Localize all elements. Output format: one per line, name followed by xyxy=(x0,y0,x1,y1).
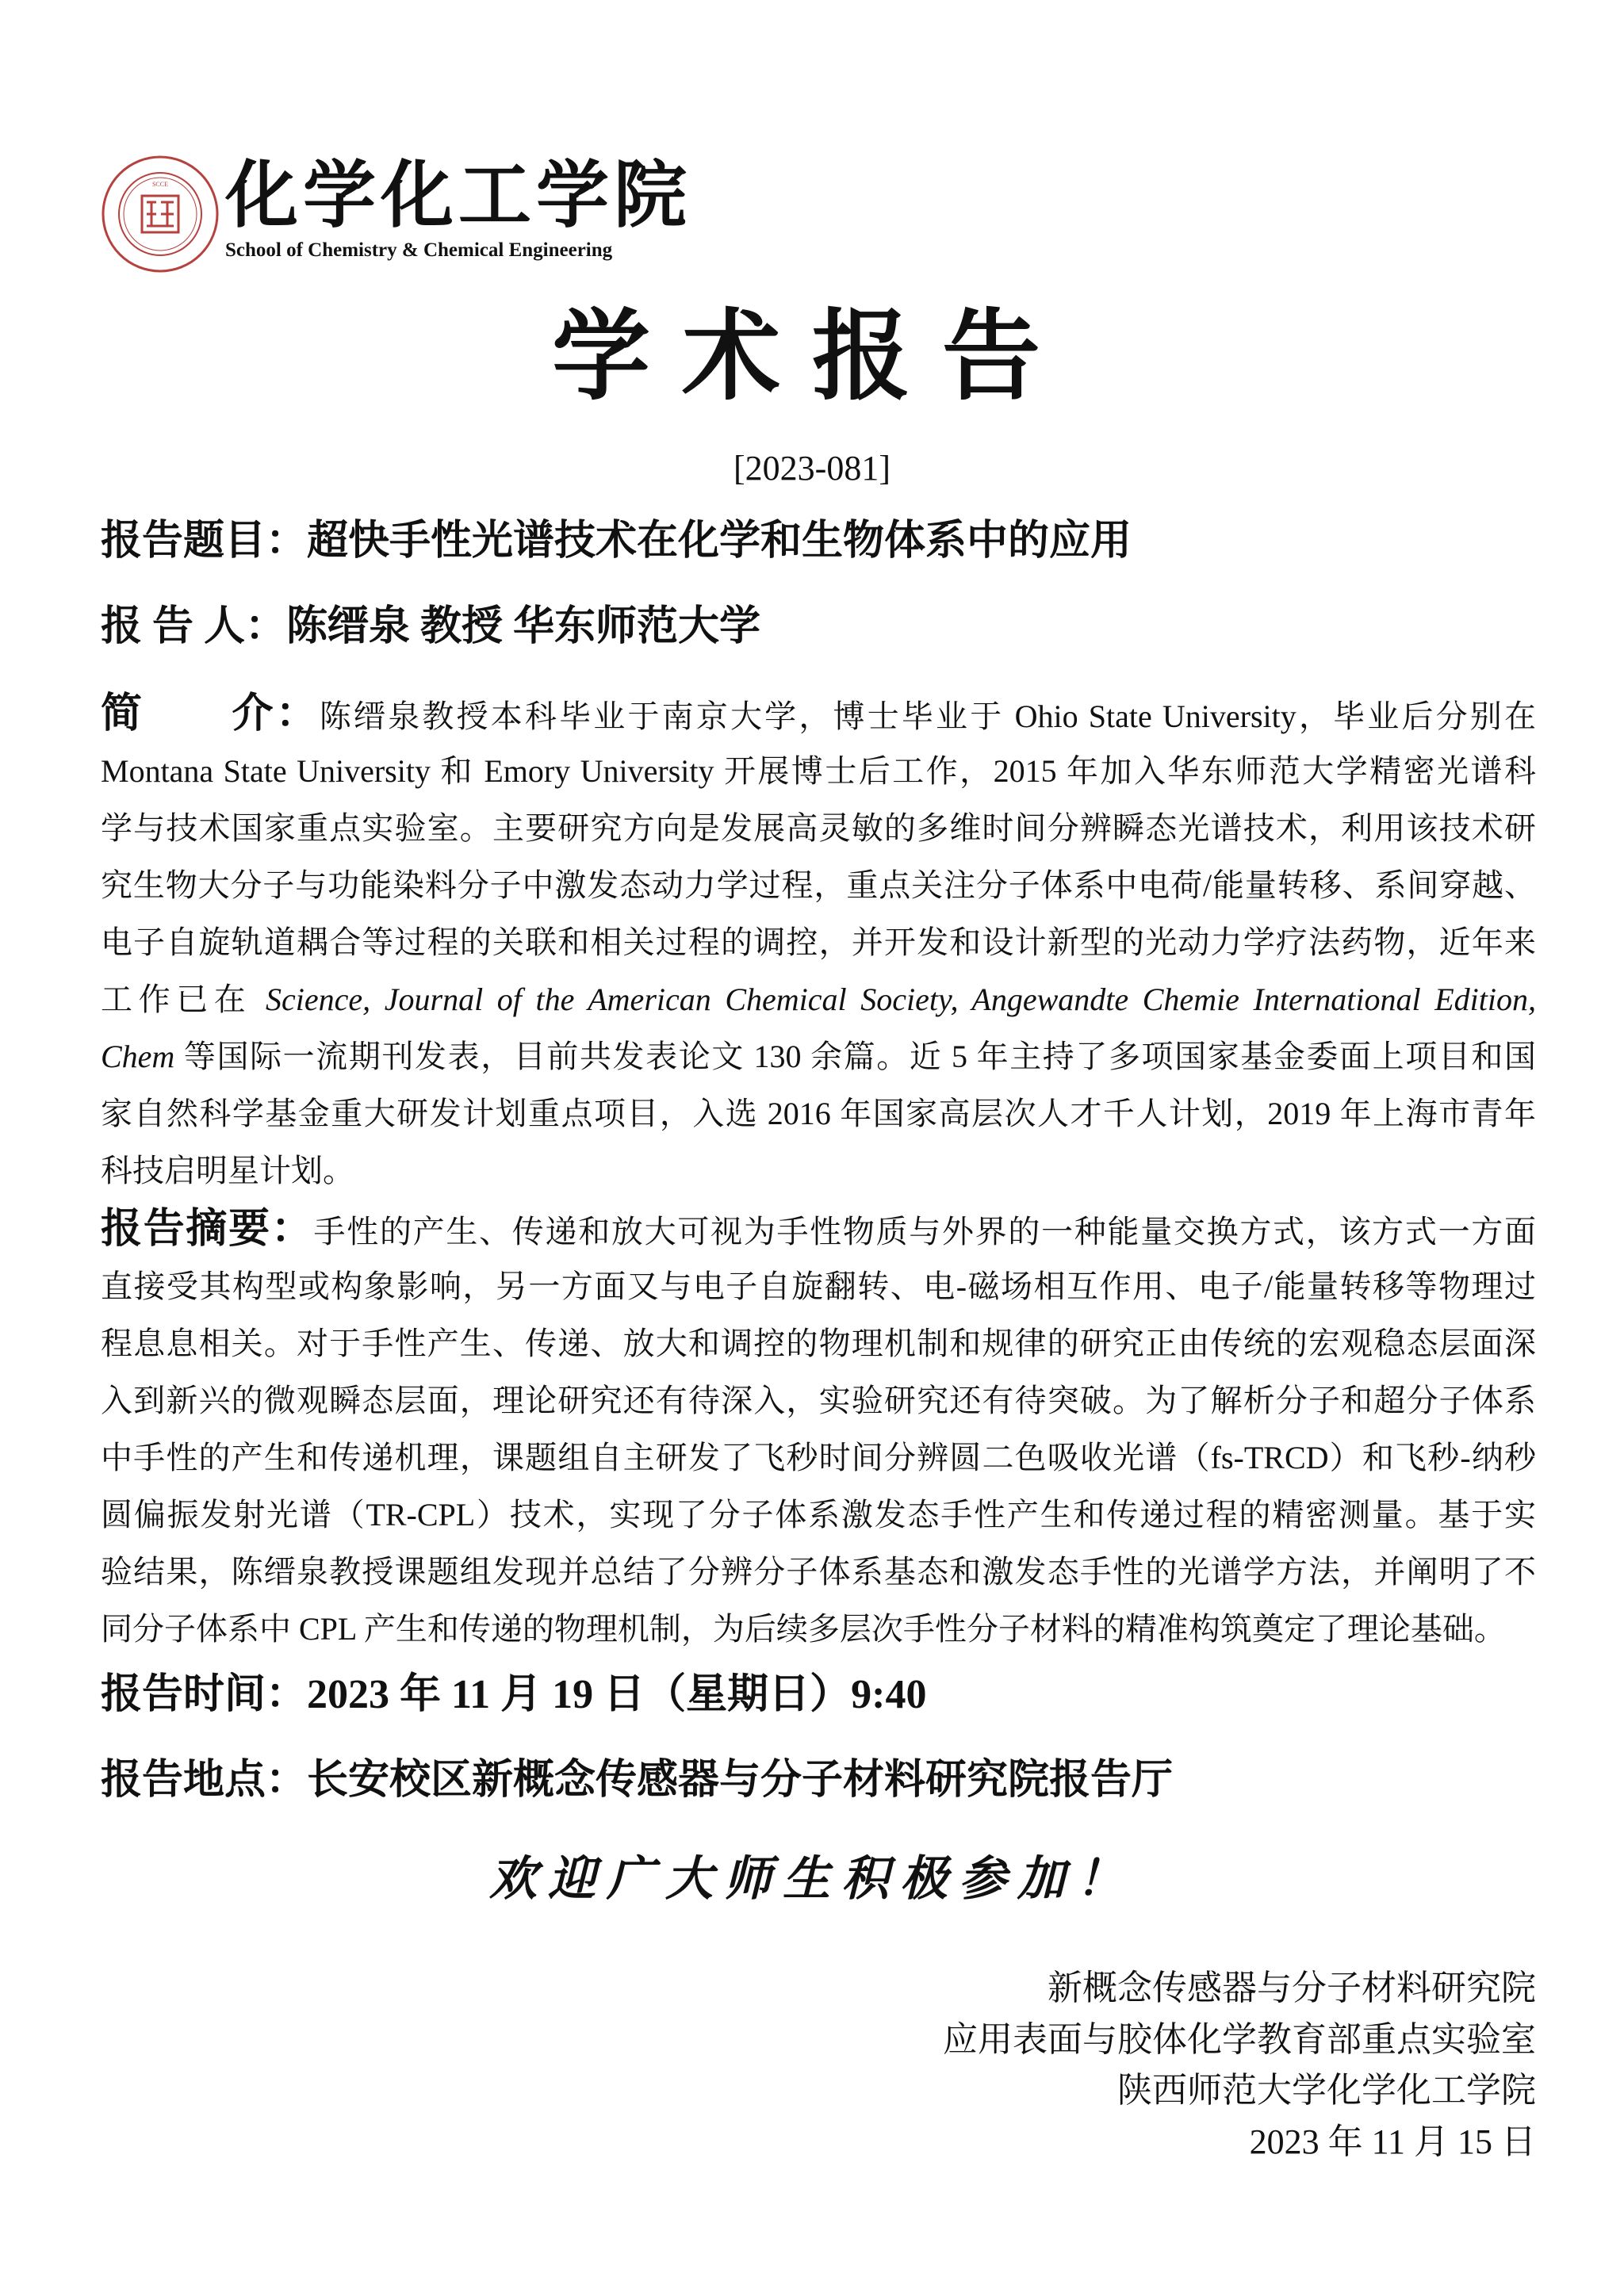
intro-text: 究生物大分子与功能染料分子中激发态动力学过程，重点关注分子体系中电荷/能量转移、系间穿越、 xyxy=(101,867,1536,903)
page-title: 学术报告 xyxy=(551,299,1072,414)
time-line xyxy=(101,1671,926,1719)
intro-label: 简 介： xyxy=(101,691,320,737)
signature-date: 2023 年 11 月 15 日 xyxy=(1249,2122,1536,2161)
school-seal-icon xyxy=(101,155,220,274)
logo-en-name: School of Chemistry & Chemical Engineering xyxy=(225,239,613,261)
signature-org-3: 陕西师范大学化学化工学院 xyxy=(1117,2071,1536,2110)
school-logo xyxy=(101,151,692,277)
abstract-paragraph xyxy=(101,1201,1536,1658)
document-number: [2023-081] xyxy=(733,449,891,488)
logo-cn-name: 化学化工学院 xyxy=(225,152,692,238)
topic-value: 超快手性光谱技术在化学和生物体系中的应用 xyxy=(307,519,1132,564)
intro-paragraph xyxy=(101,686,1536,1200)
topic-label: 报告题目： xyxy=(101,519,308,564)
intro-text: 科技启明星计划。 xyxy=(101,1153,354,1188)
intro-text: 等国际一流期刊发表，目前共发表论文 130 余篇。近 5 年主持了多项国家基金委面上项目和国 xyxy=(174,1039,1536,1074)
intro-text: 电子自旋轨道耦合等过程的关联和相关过程的调控，并开发和设计新型的光动力学疗法药物，近年来 xyxy=(101,924,1536,960)
intro-text: 家自然科学基金重大研发计划重点项目，入选 2016 年国家高层次人才千人计划，2019 年上海市青年 xyxy=(101,1096,1536,1131)
intro-text: 工作已在 xyxy=(101,982,266,1017)
place-value: 长安校区新概念传感器与分子材料研究院报告厅 xyxy=(307,1758,1174,1803)
journal-name: Chem xyxy=(101,1039,175,1074)
abstract-text: 同分子体系中 CPL 产生和传递的物理机制，为后续多层次手性分子材料的精准构筑奠定了理论基础。 xyxy=(101,1611,1506,1647)
place-line xyxy=(101,1757,1173,1804)
welcome-message: 欢迎广大师生积极参加！ xyxy=(489,1853,1135,1905)
abstract-text: 入到新兴的微观瞬态层面，理论研究还有待深入，实验研究还有待突破。为了解析分子和超分子体系 xyxy=(101,1383,1536,1418)
speaker-value: 陈缙泉 教授 华东师范大学 xyxy=(286,604,761,649)
place-label: 报告地点： xyxy=(101,1758,308,1803)
time-value: 2023 年 11 月 19 日（星期日）9:40 xyxy=(307,1672,927,1717)
signature-org-1: 新概念传感器与分子材料研究院 xyxy=(1048,1969,1536,2007)
speaker-label: 报 告 人： xyxy=(101,604,287,649)
signature-org-2: 应用表面与胶体化学教育部重点实验室 xyxy=(943,2020,1536,2059)
abstract-text: 程息息相关。对于手性产生、传递、放大和调控的物理机制和规律的研究正由传统的宏观稳态层面深 xyxy=(101,1326,1536,1361)
time-label: 报告时间： xyxy=(101,1672,308,1717)
abstract-text: 直接受其构型或构象影响，另一方面又与电子自旋翻转、电-磁场相互作用、电子/能量转移等物理过 xyxy=(101,1269,1536,1304)
abstract-text: 中手性的产生和传递机理，课题组自主研发了飞秒时间分辨圆二色吸收光谱（fs-TRCD）和飞秒-纳秒 xyxy=(101,1440,1536,1475)
speaker-line xyxy=(101,603,760,651)
intro-text: Montana State University 和 Emory University 开展博士后工作，2015 年加入华东师范大学精密光谱科 xyxy=(101,753,1536,789)
topic-line xyxy=(101,518,1132,565)
abstract-label: 报告摘要： xyxy=(101,1207,314,1252)
intro-text: 学与技术国家重点实验室。主要研究方向是发展高灵敏的多维时间分辨瞬态光谱技术，利用该技术研 xyxy=(101,810,1536,846)
abstract-text: 手性的产生、传递和放大可视为手性物质与外界的一种能量交换方式，该方式一方面 xyxy=(313,1214,1536,1249)
abstract-text: 圆偏振发射光谱（TR-CPL）技术，实现了分子体系激发态手性产生和传递过程的精密测量。基于实 xyxy=(101,1497,1536,1533)
journal-names: Science, Journal of the American Chemical Society, Angewandte Chemie International Edition, xyxy=(266,982,1537,1017)
svg-text:SCCE: SCCE xyxy=(151,181,169,188)
abstract-text: 验结果，陈缙泉教授课题组发现并总结了分辨分子体系基态和激发态手性的光谱学方法，并阐明了不 xyxy=(101,1554,1536,1590)
intro-text: 陈缙泉教授本科毕业于南京大学，博士毕业于 Ohio State University，毕业后分别在 xyxy=(319,698,1536,734)
